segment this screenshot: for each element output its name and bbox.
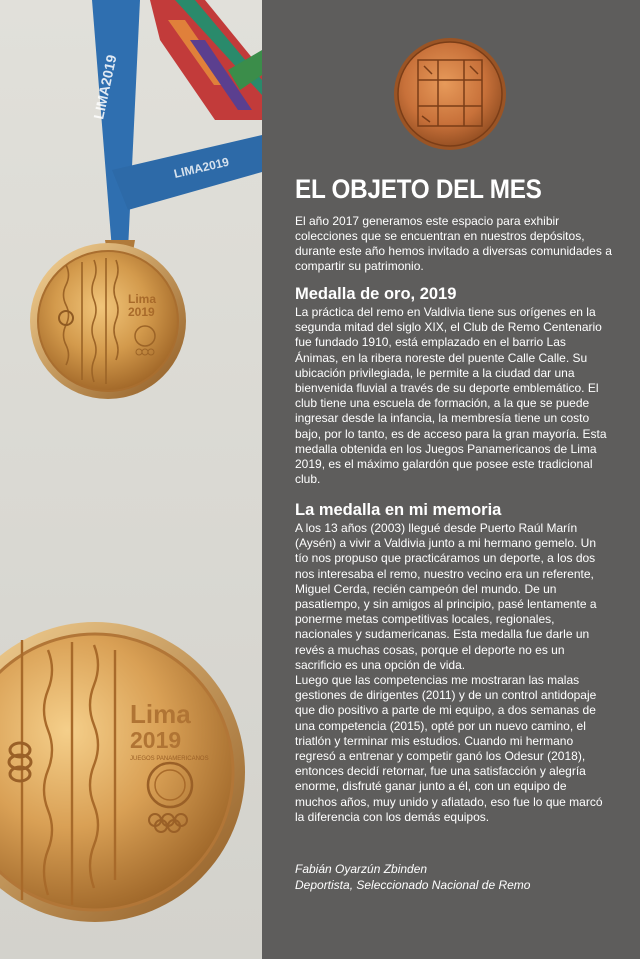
section2-body: A los 13 años (2003) llegué desde Puerto Raúl Marín (Aysén) a vivir a Valdivia junto a mi hermano gemelo. Un tío nos propuso que practicáramos un deporte, a los dos nos interesaba el remo, nuestro vecino era un referente, Miguel Cerda, recién campeón del mundo. De un pasatiempo, y sin amigos al principio, pasé lentamente a ponerme metas competitivas locales, regionales, nacionales y sudamericanas. Esta medalla fue darle un revés a muchas cosas, porque el deporte no es un sacrificio es una opción de vida. Luego que las competencias me mostraran las malas gestiones de dirigentes (2011) y de un control antidopaje que dio positivo a parte de mi equipo, a dos semanas de una competencia (2015), opté por un nuevo camino, el triatlón y terminar mis estudios. Cuando mi hermano regresó a entrenar y competir ganó los Odesur (2018), entonces decidí retornar, fue una satisfacción y alegría enorme, disfruté ganar junto a él, con un equipo de muchos años, muy unido y afiatado, eso fue lo que marcó la diferencia con los demás equipos.	[295, 521, 603, 824]
signature	[295, 862, 530, 893]
section1-heading: Medalla de oro, 2019	[295, 285, 457, 303]
ribbon	[90, 0, 262, 258]
large-medal-subtitle: JUEGOS PANAMERICANOS	[130, 756, 209, 762]
large-medal-city: Lima	[130, 699, 191, 729]
ribbon-text-lower: LIMA2019	[172, 154, 231, 181]
page-title: EL OBJETO DEL MES	[295, 174, 542, 204]
text-panel	[262, 0, 640, 959]
medal-photo-panel	[0, 0, 262, 959]
medal-photo	[0, 0, 262, 959]
small-medal-city: Lima	[128, 292, 157, 306]
small-medal	[30, 243, 186, 399]
section1-body: La práctica del remo en Valdivia tiene sus orígenes en la segunda mitad del siglo XIX, el Club de Remo Centenario fue fundado 1910, está emplazado en el barrio Las Ánimas, en la ribera noreste del puente Calle Calle. Su ubicación privilegiada, le permite a la ciudad dar una bienvenida fluvial a través de su deporte emblemático. El club tiene una escuela de formación, a la que se puede ingresar desde la infancia, la membresía tiene un costo bajo, por lo tanto, es de acceso para la gran mayoría. Esta medalla obtenida en los Juegos Panamericanos de Lima 2019, es el máximo galardón que posee este tradicional club.	[295, 305, 607, 487]
section2-heading: La medalla en mi memoria	[295, 501, 502, 519]
signature-role: Deportista, Seleccionado Nacional de Remo	[295, 877, 531, 892]
copper-medal-image	[392, 36, 508, 152]
large-medal	[0, 622, 245, 922]
small-medal-year: 2019	[128, 305, 155, 319]
signature-name: Fabián Oyarzún Zbinden	[295, 862, 428, 876]
large-medal-year: 2019	[130, 727, 182, 753]
ribbon-text: LIMA2019	[90, 53, 120, 121]
intro-text: El año 2017 generamos este espacio para exhibir colecciones que se encuentran en nuestros depósitos, durante este año hemos invitado a diversas comunidades a compartir su patrimonio.	[295, 214, 612, 273]
